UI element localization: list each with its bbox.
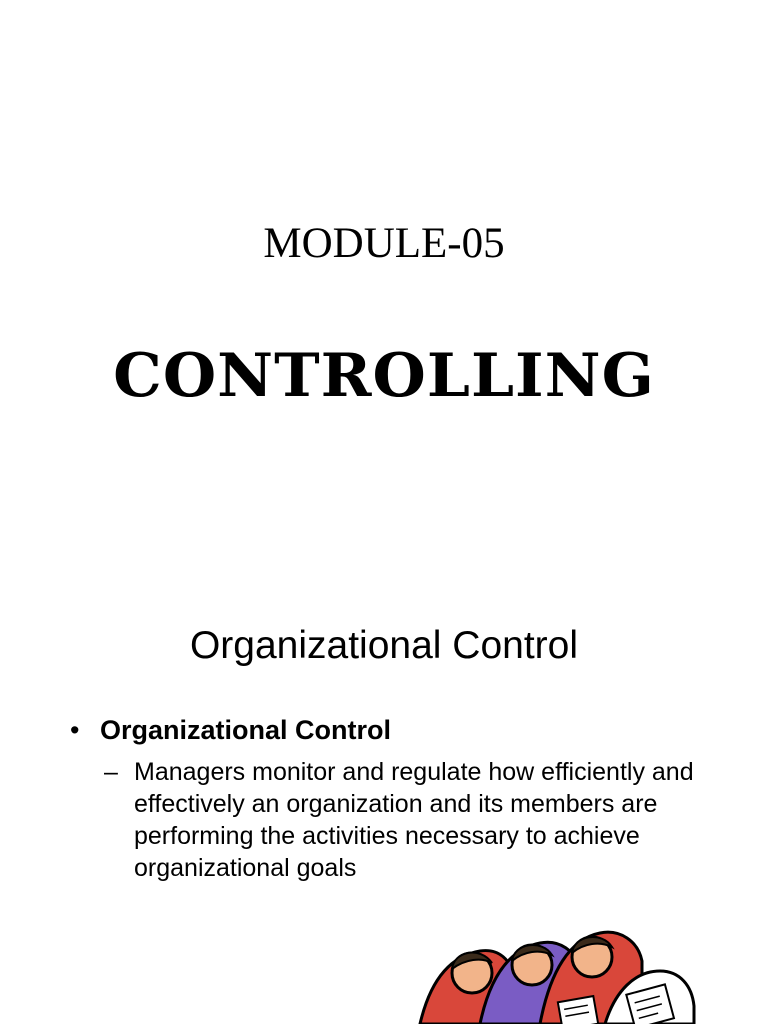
slide-title-heading: CONTROLLING [113,341,655,411]
slide-heading: Organizational Control [189,624,579,667]
slide-organizational-control [0,576,768,1024]
bullet-marker: • [70,715,80,745]
bullet-text: Organizational Control [100,715,392,745]
module-label: MODULE-05 [263,220,505,267]
sub-bullet-marker: – [104,758,118,786]
bullet-item [70,712,391,748]
sub-bullet-item [104,756,744,884]
group-of-people-clipart-icon [410,921,700,1024]
sub-bullet-text: Managers monitor and regulate how efficiently and effectively an organization and its members are performing the activities necessary to achieve organizational goals [134,758,694,882]
